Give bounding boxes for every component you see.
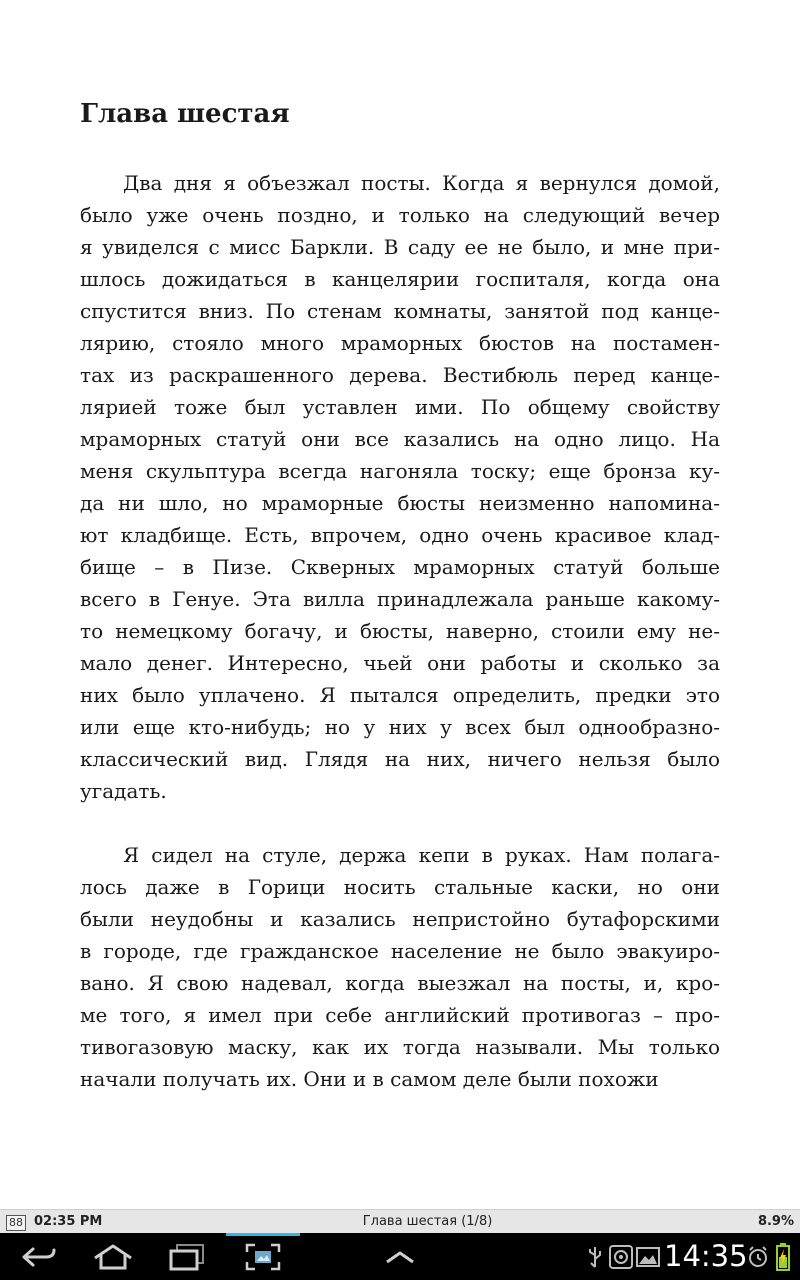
text-line: ют кладбище. Есть, впрочем, одно очень красивое клад- [80, 523, 720, 547]
screenshot-icon [245, 1243, 281, 1271]
reader-status-bar [0, 1209, 800, 1233]
text-line: Два дня я объезжал посты. Когда я вернулся домой, [123, 171, 720, 195]
text-line: мраморных статуй они все казались на одно лицо. На [80, 427, 720, 451]
reader-percent: 8.9% [757, 1214, 794, 1229]
recent-apps-icon [168, 1243, 206, 1271]
menu-up-icon [384, 1249, 416, 1265]
text-line: них было уплачено. Я пытался определить, предки это [80, 683, 720, 707]
text-line: лось даже в Горици носить стальные каски, но они [80, 875, 720, 899]
text-line: лярией тоже был уставлен ими. По общему свойству [80, 395, 720, 419]
text-line: угадать. [80, 779, 167, 803]
text-line: я увиделся с мисс Баркли. В саду ее не было, и мне при- [80, 235, 720, 259]
system-clock: 14:35 [664, 1239, 748, 1273]
text-line: в городе, где гражданское население не было эвакуиро- [80, 939, 720, 963]
reader-chapter-progress: Глава шестая (1/8) [362, 1214, 493, 1229]
back-icon [20, 1244, 58, 1270]
text-line: всего в Генуе. Эта вилла принадлежала раньше какому- [80, 587, 720, 611]
home-button[interactable] [90, 1233, 136, 1280]
text-line: вано. Я свою надевал, когда выезжал на посты, и, кро- [80, 971, 720, 995]
text-line: ме того, я имел при себе английский противогаз – про- [80, 1003, 720, 1027]
gallery-icon [636, 1245, 660, 1269]
text-line: лярию, стояло много мраморных бюстов на постамен- [80, 331, 720, 355]
text-line: мало денег. Интересно, чьей они работы и сколько за [80, 651, 720, 675]
text-line: начали получать их. Они и в самом деле были похожи [80, 1067, 659, 1091]
text-line: тивогазовую маску, как их тогда называли. Мы только [80, 1035, 720, 1059]
back-button[interactable] [18, 1233, 60, 1280]
home-icon [92, 1243, 134, 1271]
usb-icon [586, 1245, 604, 1269]
system-navigation-bar [0, 1233, 800, 1280]
text-line: то немецкому богачу, и бюсты, наверно, стоили ему не- [80, 619, 720, 643]
recent-apps-button[interactable] [166, 1233, 208, 1280]
media-icon [609, 1245, 633, 1269]
paragraph-1 [80, 167, 720, 807]
paragraph-2 [80, 839, 720, 1095]
battery-charging-icon [776, 1243, 790, 1271]
reader-time: 02:35 PM [34, 1214, 103, 1229]
text-line: тах из раскрашенного дерева. Вестибюль перед канце- [80, 363, 720, 387]
text-line: бище – в Пизе. Скверных мраморных статуй больше [80, 555, 720, 579]
menu-up-button[interactable] [380, 1233, 420, 1280]
reader-battery-indicator: 88 [6, 1215, 26, 1231]
screenshot-button[interactable] [240, 1233, 286, 1280]
text-line: были неудобны и казались непристойно бутафорскими [80, 907, 720, 931]
alarm-icon [747, 1245, 769, 1269]
text-line: да ни шло, но мраморные бюсты неизменно напомина- [80, 491, 720, 515]
text-line: спустится вниз. По стенам комнаты, занятой под канце- [80, 299, 720, 323]
text-line: Я сидел на стуле, держа кепи в руках. Нам полага- [123, 843, 720, 867]
text-line: классический вид. Глядя на них, ничего нельзя было [80, 747, 720, 771]
text-line: шлось дожидаться в канцелярии госпиталя, когда она [80, 267, 720, 291]
text-line: было уже очень поздно, и только на следующий вечер [80, 203, 720, 227]
text-line: или еще кто-нибудь; но у них у всех был однообразно- [80, 715, 720, 739]
chapter-title: Глава шестая [80, 99, 290, 129]
text-line: меня скульптура всегда нагоняла тоску; еще бронза ку- [80, 459, 720, 483]
